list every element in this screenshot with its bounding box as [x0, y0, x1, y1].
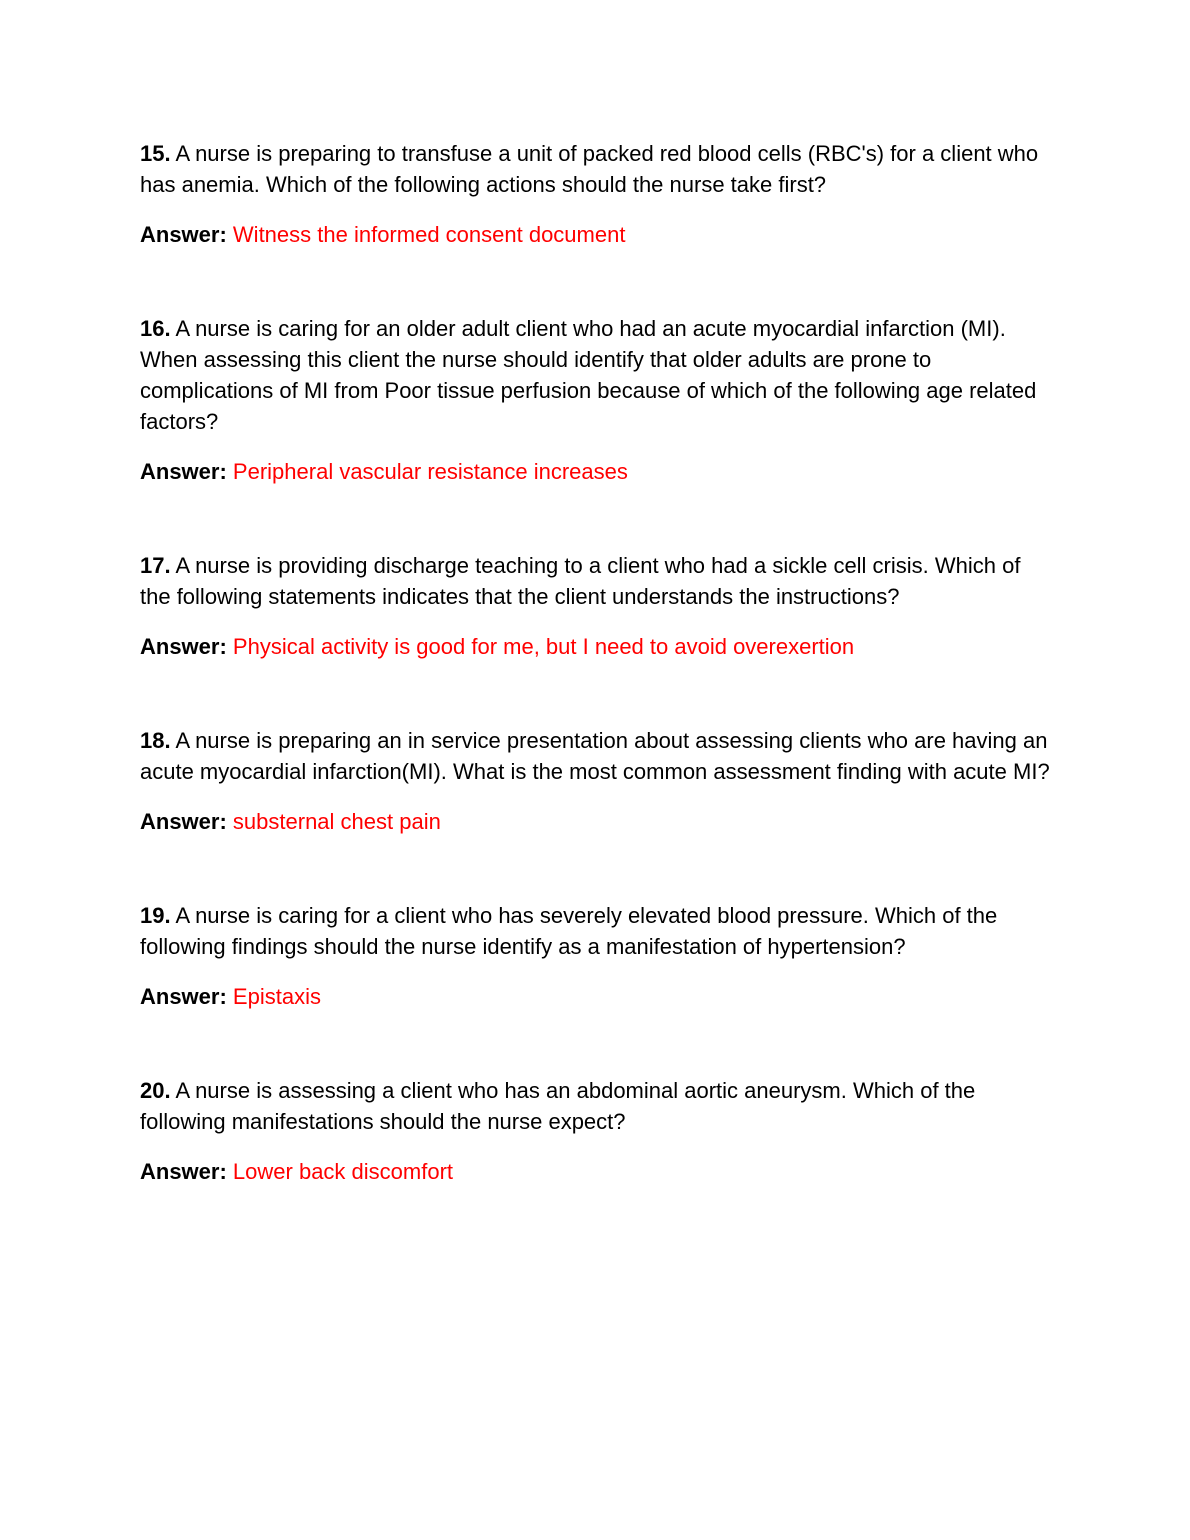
question-body: A nurse is assessing a client who has an abdominal aortic aneurysm. Which of the following manifestations should the nurse expect? — [140, 1078, 976, 1134]
question-body: A nurse is providing discharge teaching to a client who had a sickle cell crisis. Which of the following statements indicates that the client understands the instructions? — [140, 553, 1021, 609]
answer-line — [140, 806, 1055, 837]
answer-label: Answer: — [140, 634, 227, 659]
document-page — [140, 138, 1055, 1250]
question-body: A nurse is preparing to transfuse a unit of packed red blood cells (RBC's) for a client who has anemia. Which of the following actions should the nurse take first? — [140, 141, 1039, 197]
question-text — [140, 550, 1055, 612]
question-text — [140, 313, 1055, 437]
question-number: 20. — [140, 1078, 171, 1103]
answer-label: Answer: — [140, 1159, 227, 1184]
answer-label: Answer: — [140, 984, 227, 1009]
answer-text: Peripheral vascular resistance increases — [232, 459, 628, 484]
question-number: 17. — [140, 553, 171, 578]
answer-label: Answer: — [140, 222, 227, 247]
answer-label: Answer: — [140, 809, 227, 834]
question-block-15 — [140, 138, 1055, 250]
question-number: 18. — [140, 728, 171, 753]
answer-text: Epistaxis — [232, 984, 321, 1009]
question-text — [140, 138, 1055, 200]
question-number: 19. — [140, 903, 171, 928]
answer-label: Answer: — [140, 459, 227, 484]
answer-line — [140, 456, 1055, 487]
question-body: A nurse is preparing an in service presentation about assessing clients who are having an acute myocardial infarction(MI). What is the most common assessment finding with acute MI? — [140, 728, 1050, 784]
question-block-16 — [140, 313, 1055, 487]
answer-text: Lower back discomfort — [232, 1159, 454, 1184]
answer-text: Physical activity is good for me, but I need to avoid overexertion — [232, 634, 855, 659]
question-number: 16. — [140, 316, 171, 341]
question-body: A nurse is caring for a client who has severely elevated blood pressure. Which of the following findings should the nurse identify as a manifestation of hypertension? — [140, 903, 998, 959]
answer-line — [140, 219, 1055, 250]
question-block-17 — [140, 550, 1055, 662]
answer-line — [140, 981, 1055, 1012]
answer-text: substernal chest pain — [232, 809, 441, 834]
question-block-19 — [140, 900, 1055, 1012]
question-block-18 — [140, 725, 1055, 837]
answer-text: Witness the informed consent document — [232, 222, 626, 247]
question-text — [140, 900, 1055, 962]
question-body: A nurse is caring for an older adult client who had an acute myocardial infarction (MI). When assessing this client the nurse should identify that older adults are prone to complications of MI from Poor tissue perfusion because of which of the following age related factors? — [140, 316, 1037, 434]
question-number: 15. — [140, 141, 171, 166]
question-text — [140, 1075, 1055, 1137]
answer-line — [140, 1156, 1055, 1187]
question-block-20 — [140, 1075, 1055, 1187]
answer-line — [140, 631, 1055, 662]
question-text — [140, 725, 1055, 787]
